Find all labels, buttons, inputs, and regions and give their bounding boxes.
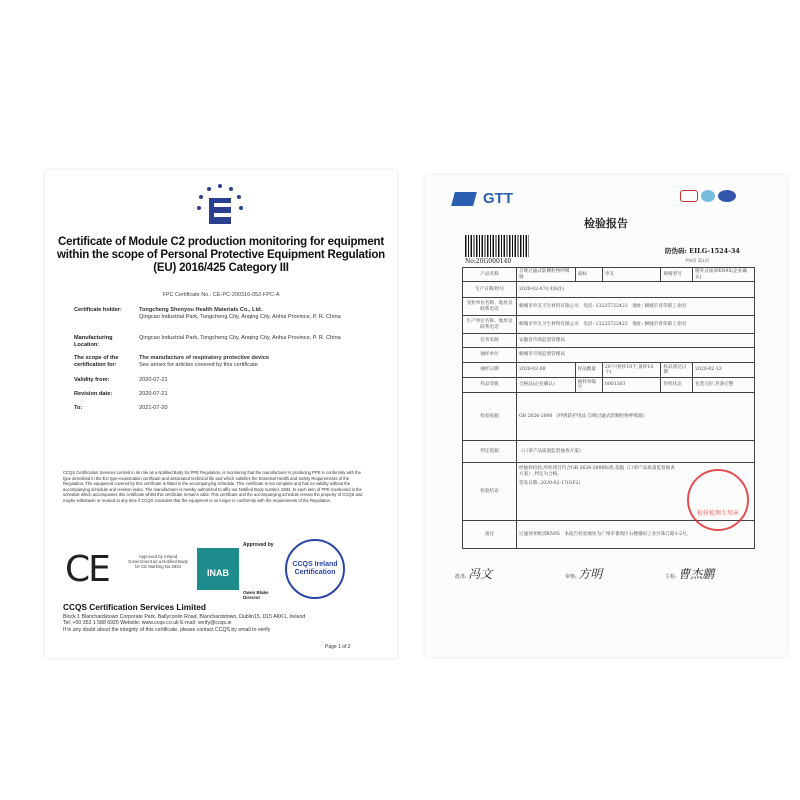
cell: 包装完好,封条完整 [693,378,755,393]
role: 批准: [455,574,467,580]
revision-label: Revision date: [74,391,113,397]
to-label: To: [74,405,83,411]
cma-icon [680,190,698,202]
holder-label: Certificate holder: [74,307,122,313]
validity-label: Validity from: [74,377,110,383]
cell: 受检单位名称、地址及联系电话 [463,298,517,316]
barcode [465,235,529,257]
cell: 桐城市市场监督管理局 [517,348,755,363]
gtt-logo-icon [451,192,477,206]
ce-certificate-page [45,170,397,658]
cell: 生产单位名称、地址及联系电话 [463,316,517,334]
signature: 方明 [578,567,603,581]
to-value: 2021-07-20 [139,405,168,411]
location-label: Manufacturing Location: [74,335,113,348]
role: 主检: [665,574,677,580]
cell: 样品到达日期 [661,363,693,378]
cell: 样品数量 [575,363,602,378]
company-name: CCQS Certification Services Limited [63,602,206,612]
cell: GB 2626-2006 《呼吸防护用品 自吸过滤式防颗粒物呼吸器》 [517,393,755,441]
page-count: 共5页 第1页 [685,258,710,263]
certificate-body: CCQS Certification Services Limited in its role as a Notified Body for PPE Regulation, is monitoring that the manufacturer is producing PPE in conformity with the type described in the EU type-examination certificate and associated technical file and which satisfies the Essential Health and Safety Requirements of the Regulation. The equipment covered by this certificate is listed in the accompanying schedule. This certificate is not complete and has no validity without the accompanying schedule and revision index. The manufacturer is hereby authorized to affix our Notified Body number, 2834, to each item of PPE mentioned in the schedule which accompanies this certificate whilst this certificate remains valid. This certificate and the accompanying schedule remain the property of CCQS and maybe withdrawn or revised at any time if CCQS considers that the equipment is no longer in conformity with the requirements of the Regulation. [63,470,363,503]
cell: 生产日期/批号 [463,282,517,298]
cell: 2020-02-08 [517,363,576,378]
certificate-title: Certificate of Module C2 production monitoring for equipment within the scope of Personal Protective Equipment Regulation (EU) 2016/425 Category III [57,236,385,274]
contact: Tel: +00 353 1 588 6920 Website: www.ccqs.co.uk E-mail: verify@ccqs.ie [63,620,232,627]
signature: 曹杰鹏 [678,567,715,581]
role: 审核: [565,574,577,580]
scope-note: See annex for articles covered by this certificate [139,362,258,368]
issue-date: 签发日期: 2020-02-17(GF2) [519,481,581,486]
validity-value: 2020-07-21 [139,377,168,383]
signature-review [565,567,602,584]
cell: 过滤效率级别KN95 本报告检验地址为广州市番禺区石楼潮田工业区珠江路1-2号。 [517,521,755,549]
inspection-report-page [425,175,787,657]
conclusion-text: 经抽样检验,所检项目符合GB 2626-2006标准,依据《口罩产品质量监督抽查方案》,判定为合格。 [519,466,675,477]
cell: 安徽省市场监督管理局 [517,334,755,348]
cell: 规格型号 [661,268,693,282]
cell: 样品等级 [463,378,517,393]
cell: 封样状态 [661,378,693,393]
address: Block 1 Blanchardstown Corporate Park, Ballycoolin Road, Blanchardstown, Dublin15, D15 AKK1, Ireland [63,614,306,620]
scope-main: The manufacture of respiratory protective device [139,355,269,361]
cell: 桐城市申友卫生材料有限公司 电话: 13225722423 地址: 桐城市青草镇工业园 [517,298,755,316]
accreditation-logos [680,190,740,202]
signature-inspector [665,567,714,584]
cell: 申友 [602,268,660,282]
holder-value [139,307,379,321]
report-number: No:20G000140 [465,258,512,265]
inab-logo: INAB [197,548,239,590]
cell: 桐城市申友卫生材料有限公司 电话: 13225722423 地址: 桐城市青草镇工业园 [517,316,755,334]
page-number: Page 1 of 2 [325,644,351,650]
location-value: Qingcao Industrial Park, Tongcheng City, Anqing City, Anhui Province, P. R. China [139,335,341,341]
doubt-note: If in any doubt about the integrity of this certificate, please contact CCQS by email to verify [63,626,271,633]
holder-address: Qingcao Industrial Park, Tongcheng City, Anqing City, Anhui Province, P. R. China [139,314,341,320]
ce-mark-logo: CE [65,549,109,590]
cell: 检验依据 [463,393,517,441]
ilac-icon [701,190,715,202]
cell: 商标 [575,268,602,282]
stamp-text: CCQS Ireland Certification [292,561,338,576]
cell: 合格品(企业确认) [517,378,576,393]
cell: 抽样单编号 [575,378,602,393]
signature-approve [455,567,492,584]
cell: 检验结论 [463,463,517,521]
cell: 抽样日期 [463,363,517,378]
anti-fake-code: 防伪码: EILG-1524-34 [665,247,740,255]
cnas-icon [718,190,736,202]
signer: Owen Blake Director [243,590,269,600]
cell: 0001303 [602,378,660,393]
revision-value: 2020-07-21 [139,391,168,397]
cell: 抽样单位 [463,348,517,363]
holder-name: Tongcheng Shenyou Health Materials Co., Ltd. [139,307,263,313]
cell: 2020-02-07/(未标注) [517,282,755,298]
cell: 随弃式面罩KN95(企业确认) [693,268,755,282]
cell: 20个(检样10个,备样10个) [602,363,660,378]
approved-by: Approved by [243,542,274,548]
cell: 自吸过滤式防颗粒物呼吸器 [517,268,576,282]
cell: 任务来源 [463,334,517,348]
cell: 2020-02-12 [693,363,755,378]
cell: 备注 [463,521,517,549]
ccqs-stamp [285,539,345,599]
cell: 产品名称 [463,268,517,282]
signature: 冯文 [468,567,493,581]
company-contact [63,614,308,633]
eu-stars-logo [195,182,245,232]
scope-value [139,355,379,369]
report-title: 检验报告 [584,217,628,230]
inspection-stamp: 检验检测专用章 [687,469,749,531]
cell: 《口罩产品质量监督抽查方案》 [517,441,755,463]
fpc-number: FPC Certificate No.: CE-PC-200316-052-FPC-A [162,292,280,298]
approved-note: Approved by Ireland Government as a Notified Body for CE Marking No.2834 [128,554,188,570]
cell: 判定依据 [463,441,517,463]
scope-label: The scope of the certification for: [74,355,119,368]
gtt-logo: GTT [483,190,513,207]
